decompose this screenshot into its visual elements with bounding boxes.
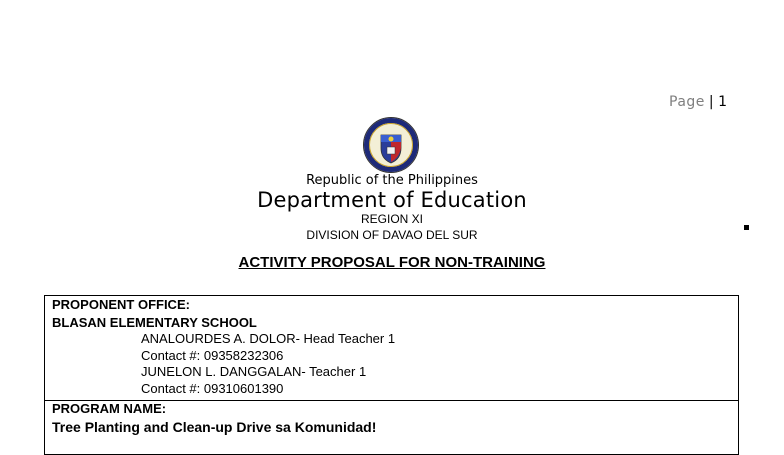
- page-separator: |: [708, 94, 715, 110]
- division-line: DIVISION OF DAVAO DEL SUR: [306, 228, 478, 242]
- region-line: REGION XI: [360, 212, 423, 226]
- contact-person-1: ANALOURDES A. DOLOR- Head Teacher 1: [141, 331, 396, 346]
- republic-line: Republic of the Philippines: [306, 173, 478, 188]
- contact-number-2: Contact #: 09310601390: [141, 381, 284, 396]
- proponent-office-label: PROPONENT OFFICE:: [52, 297, 190, 312]
- page-number: [669, 94, 728, 110]
- proponent-office-name: BLASAN ELEMENTARY SCHOOL: [52, 315, 257, 330]
- department-name: Department of Education: [257, 188, 527, 212]
- contact-number-1: Contact #: 09358232306: [141, 348, 284, 363]
- deped-seal-icon: [362, 116, 420, 174]
- page-number-value: 1: [718, 94, 728, 110]
- section-marker: [744, 225, 749, 230]
- proponent-office-row: [45, 296, 738, 401]
- program-name-value: Tree Planting and Clean-up Drive sa Komunidad!: [52, 419, 377, 435]
- proposal-info-table: [44, 295, 739, 455]
- proposal-title: ACTIVITY PROPOSAL FOR NON-TRAINING: [238, 254, 546, 271]
- program-name-label: PROGRAM NAME:: [52, 401, 167, 416]
- contact-person-2: JUNELON L. DANGGALAN- Teacher 1: [141, 364, 367, 379]
- page-label: Page: [669, 94, 705, 110]
